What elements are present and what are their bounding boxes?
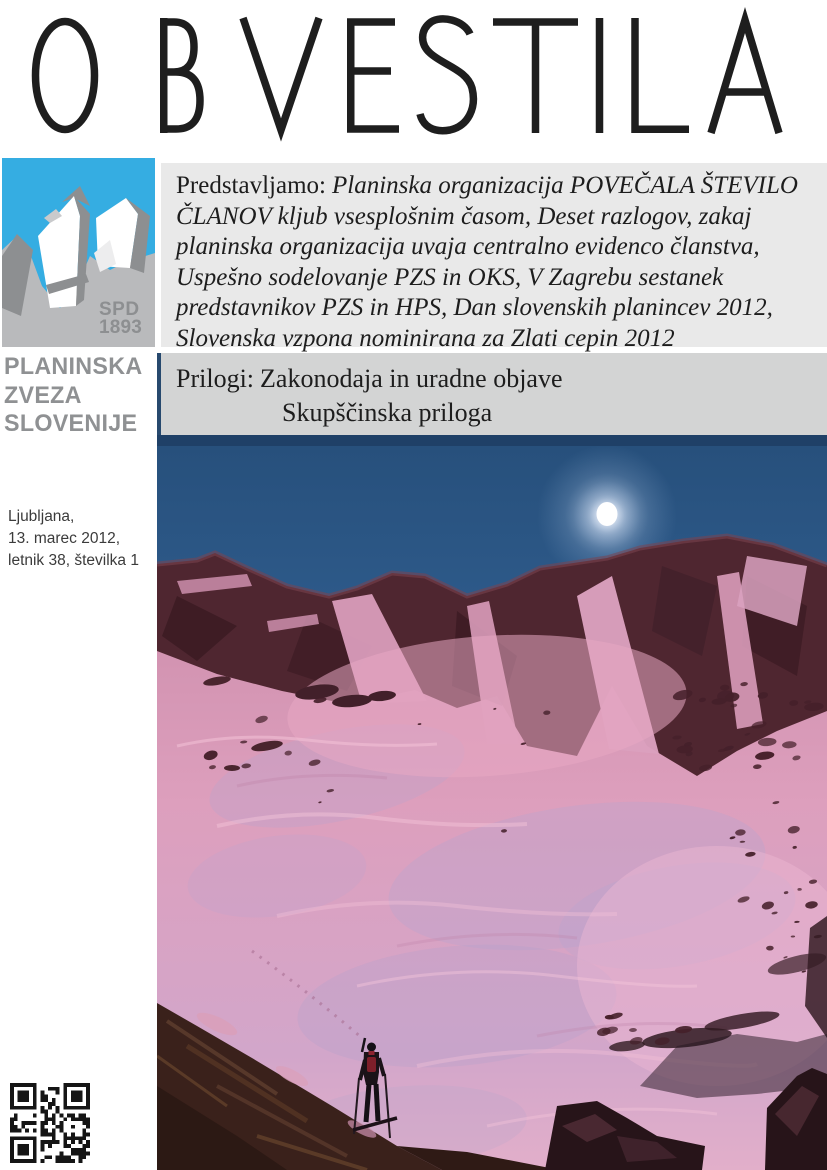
- org-name-line: SLOVENIJE: [4, 410, 138, 437]
- cover-photo-graphic: [157, 446, 827, 1170]
- qr-code: [10, 1083, 90, 1163]
- attachments-panel: [157, 353, 827, 435]
- issue-place: Ljubljana,: [8, 508, 75, 525]
- issue-info: [8, 506, 158, 572]
- moon: [573, 481, 641, 549]
- organization-name: [4, 353, 151, 439]
- pzs-logo: [2, 158, 155, 347]
- teaser-paragraph: [176, 171, 817, 355]
- logo-acronym: SPD: [99, 299, 140, 320]
- attachment-title-2: Skupščinska priloga: [282, 398, 493, 427]
- org-name-line: ZVEZA: [4, 381, 82, 409]
- attachment-title-1: Zakonodaja in uradne objave: [260, 364, 563, 393]
- teaser-panel: [161, 163, 827, 352]
- issue-date: 13. marec 2012,: [8, 530, 121, 547]
- logo-founding-year: 1893: [99, 317, 143, 338]
- masthead-letterforms: [0, 0, 827, 155]
- attachments-label: Prilogi:: [176, 364, 255, 393]
- masthead: [0, 0, 827, 155]
- attachments-line-1: [176, 362, 817, 396]
- pzs-logo-graphic: [2, 158, 155, 347]
- teaser-text: Planinska organizacija POVEČALA ŠTEVILO ČLANOV kljub vsesplošnim časom, Deset razlogov, zakaj planinska organizacija uvaja centralno evidenco članstva, Uspešno sodelovanje PZS in OKS, V Zagrebu sestanek predstavnikov PZS in HPS, Dan slovenskih planincev 2012, Slovenska vzpona nominirana za Zlati cepin 2012: [176, 172, 798, 352]
- qr-code-graphic: [10, 1083, 90, 1163]
- org-name-line: PLANINSKA: [4, 353, 143, 380]
- divider-bar: [157, 435, 827, 446]
- cover-photo: [157, 446, 827, 1170]
- issue-volume: letnik 38, številka 1: [8, 552, 139, 569]
- teaser-label: Predstavljamo:: [176, 172, 326, 199]
